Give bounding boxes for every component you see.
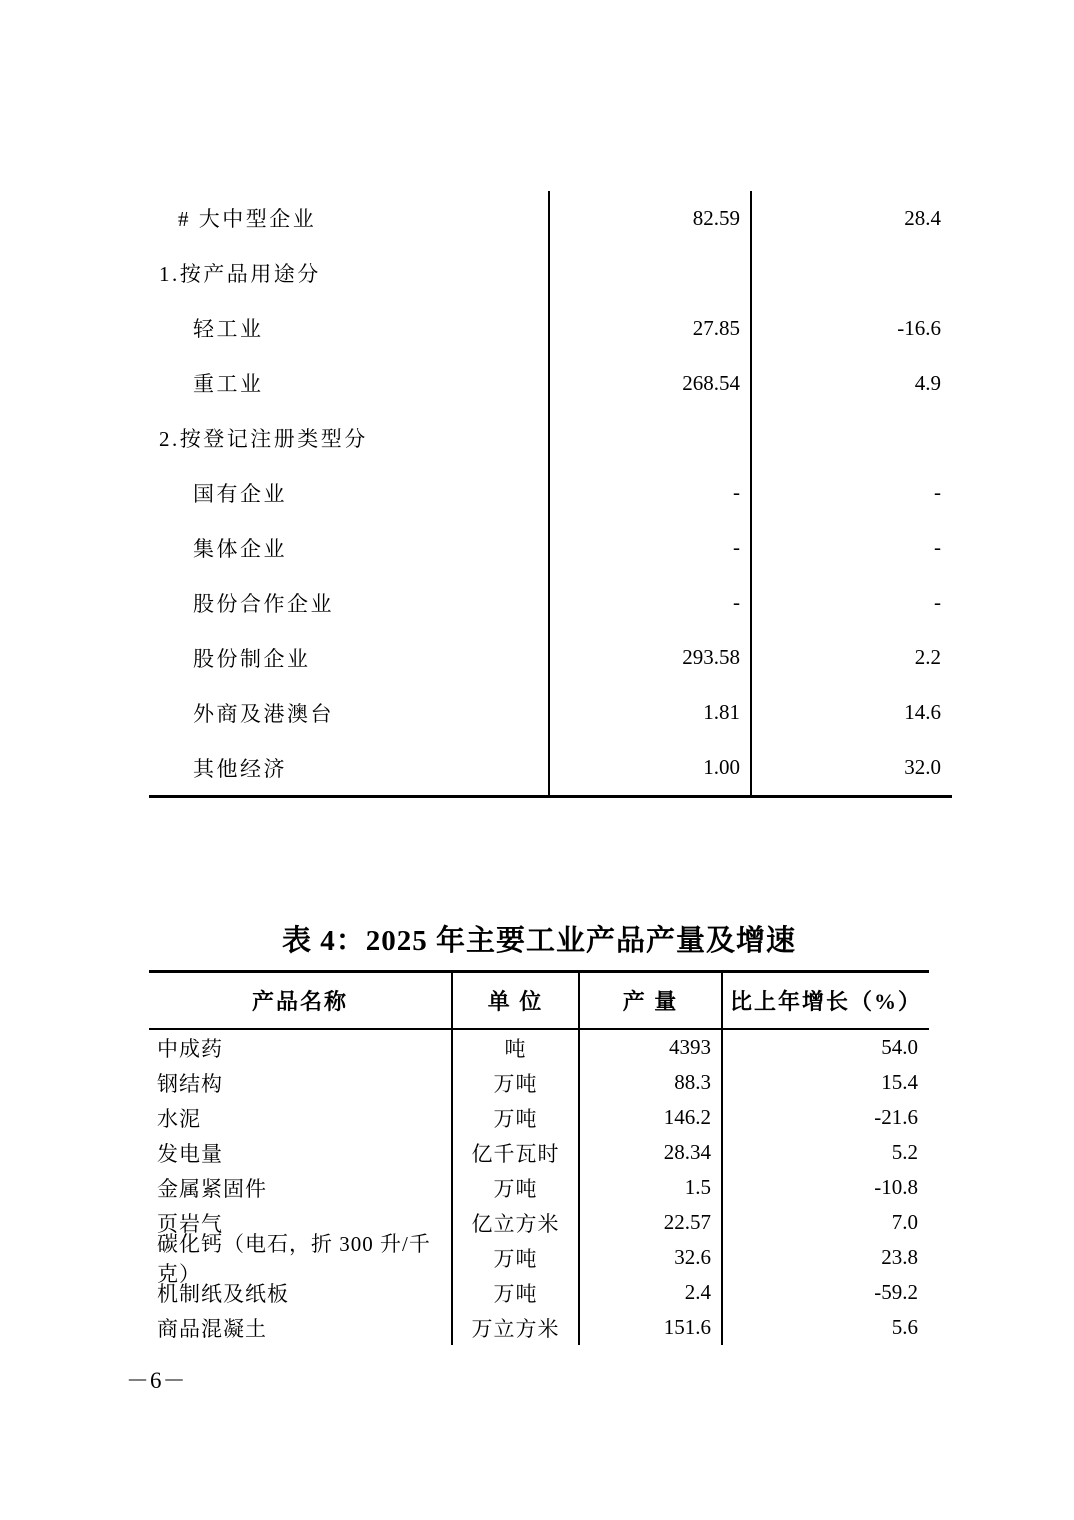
- industry-table-continuation: [149, 191, 952, 798]
- table-row: [149, 411, 952, 466]
- indicator-label: 外商及港澳台: [149, 685, 550, 740]
- indicator-growth: 28.4: [904, 205, 941, 230]
- indicator-value: -: [550, 466, 752, 521]
- product-name: 发电量: [149, 1135, 453, 1170]
- indicator-growth: -: [934, 535, 941, 560]
- product-output: 146.2: [580, 1100, 723, 1135]
- product-output: 2.4: [580, 1275, 723, 1310]
- product-output: 22.57: [580, 1205, 723, 1240]
- indicator-value: 1.00: [550, 740, 752, 795]
- table-row: [149, 1275, 929, 1310]
- table-row: [149, 685, 952, 740]
- indicator-value: 1.81: [550, 685, 752, 740]
- product-growth: -21.6: [874, 1105, 918, 1129]
- table-row: [149, 575, 952, 630]
- product-unit: 万吨: [453, 1170, 580, 1205]
- table-row: [149, 1135, 929, 1170]
- product-name: 页岩气: [149, 1205, 453, 1240]
- product-name: 中成药: [149, 1030, 453, 1065]
- indicator-growth: 14.6: [904, 700, 941, 725]
- indicator-growth: [752, 411, 952, 466]
- table-row: [149, 1231, 929, 1286]
- indicator-value: [550, 246, 752, 301]
- indicator-label: 1.按产品用途分: [149, 246, 550, 301]
- header-output: 产 量: [580, 973, 723, 1028]
- indicator-growth: 2.2: [914, 645, 941, 670]
- table-row: [149, 191, 952, 246]
- indicator-growth: -: [934, 480, 941, 505]
- table-row: [149, 356, 952, 411]
- product-unit: 吨: [453, 1030, 580, 1065]
- product-growth: 23.8: [881, 1245, 918, 1269]
- product-name: 商品混凝土: [149, 1310, 453, 1345]
- table-row: [149, 520, 952, 575]
- product-unit: 万吨: [453, 1275, 580, 1310]
- product-output: 88.3: [580, 1065, 723, 1100]
- indicator-label: 股份制企业: [149, 630, 550, 685]
- product-unit: 亿立方米: [453, 1205, 580, 1240]
- product-unit: 万吨: [453, 1065, 580, 1100]
- indicator-value: 268.54: [550, 356, 752, 411]
- header-growth: 比上年增长（%）: [729, 989, 922, 1014]
- product-output: 151.6: [580, 1310, 723, 1345]
- table-row: [149, 1100, 929, 1135]
- indicator-value: -: [550, 575, 752, 630]
- product-growth: 5.6: [891, 1315, 918, 1339]
- product-name: 水泥: [149, 1100, 453, 1135]
- indicator-label: 集体企业: [149, 520, 550, 575]
- indicator-value: [550, 411, 752, 466]
- indicator-value: 27.85: [550, 301, 752, 356]
- product-growth: 54.0: [881, 1035, 918, 1059]
- table-row: [149, 466, 952, 521]
- header-product-name: 产品名称: [149, 973, 453, 1028]
- page-number: －6－: [126, 1368, 187, 1393]
- product-unit: 万立方米: [453, 1310, 580, 1345]
- table4-header-row: [149, 973, 929, 1030]
- product-name: 碳化钙（电石，折 300 升/千克）: [149, 1240, 453, 1275]
- indicator-label: 轻工业: [149, 301, 550, 356]
- product-unit: 万吨: [453, 1100, 580, 1135]
- indicator-value: 293.58: [550, 630, 752, 685]
- table-row: [149, 1065, 929, 1100]
- indicator-label: 重工业: [149, 356, 550, 411]
- indicator-label: 股份合作企业: [149, 575, 550, 630]
- indicator-growth: [752, 246, 952, 301]
- indicator-growth: 32.0: [904, 755, 941, 780]
- product-output: 32.6: [580, 1240, 723, 1275]
- table-row: [149, 740, 952, 795]
- product-growth: -10.8: [874, 1175, 918, 1199]
- table-row: [149, 1310, 929, 1345]
- indicator-growth: -16.6: [897, 315, 941, 340]
- header-unit: 单 位: [453, 973, 580, 1028]
- product-growth: 7.0: [891, 1210, 918, 1234]
- indicator-value: 82.59: [550, 191, 752, 246]
- product-name: 钢结构: [149, 1065, 453, 1100]
- indicator-label: # 大中型企业: [149, 191, 550, 246]
- table-row: [149, 630, 952, 685]
- indicator-label: 2.按登记注册类型分: [149, 411, 550, 466]
- product-output: 28.34: [580, 1135, 723, 1170]
- table-row: [149, 246, 952, 301]
- table-row: [149, 1170, 929, 1205]
- product-unit: 万吨: [453, 1240, 580, 1275]
- indicator-value: -: [550, 520, 752, 575]
- product-growth: -59.2: [874, 1280, 918, 1304]
- industrial-products-table: [149, 970, 929, 1345]
- product-output: 1.5: [580, 1170, 723, 1205]
- table-row: [149, 1030, 929, 1065]
- product-output: 4393: [580, 1030, 723, 1065]
- product-name: 机制纸及纸板: [149, 1275, 453, 1310]
- product-growth: 15.4: [881, 1070, 918, 1094]
- product-name: 金属紧固件: [149, 1170, 453, 1205]
- indicator-label: 国有企业: [149, 466, 550, 521]
- indicator-growth: 4.9: [914, 370, 941, 395]
- indicator-label: 其他经济: [149, 740, 550, 795]
- table4-title: 表 4：2025 年主要工业产品产量及增速: [281, 925, 796, 957]
- product-unit: 亿千瓦时: [453, 1135, 580, 1170]
- indicator-growth: -: [934, 590, 941, 615]
- product-growth: 5.2: [891, 1140, 918, 1164]
- table-row: [149, 301, 952, 356]
